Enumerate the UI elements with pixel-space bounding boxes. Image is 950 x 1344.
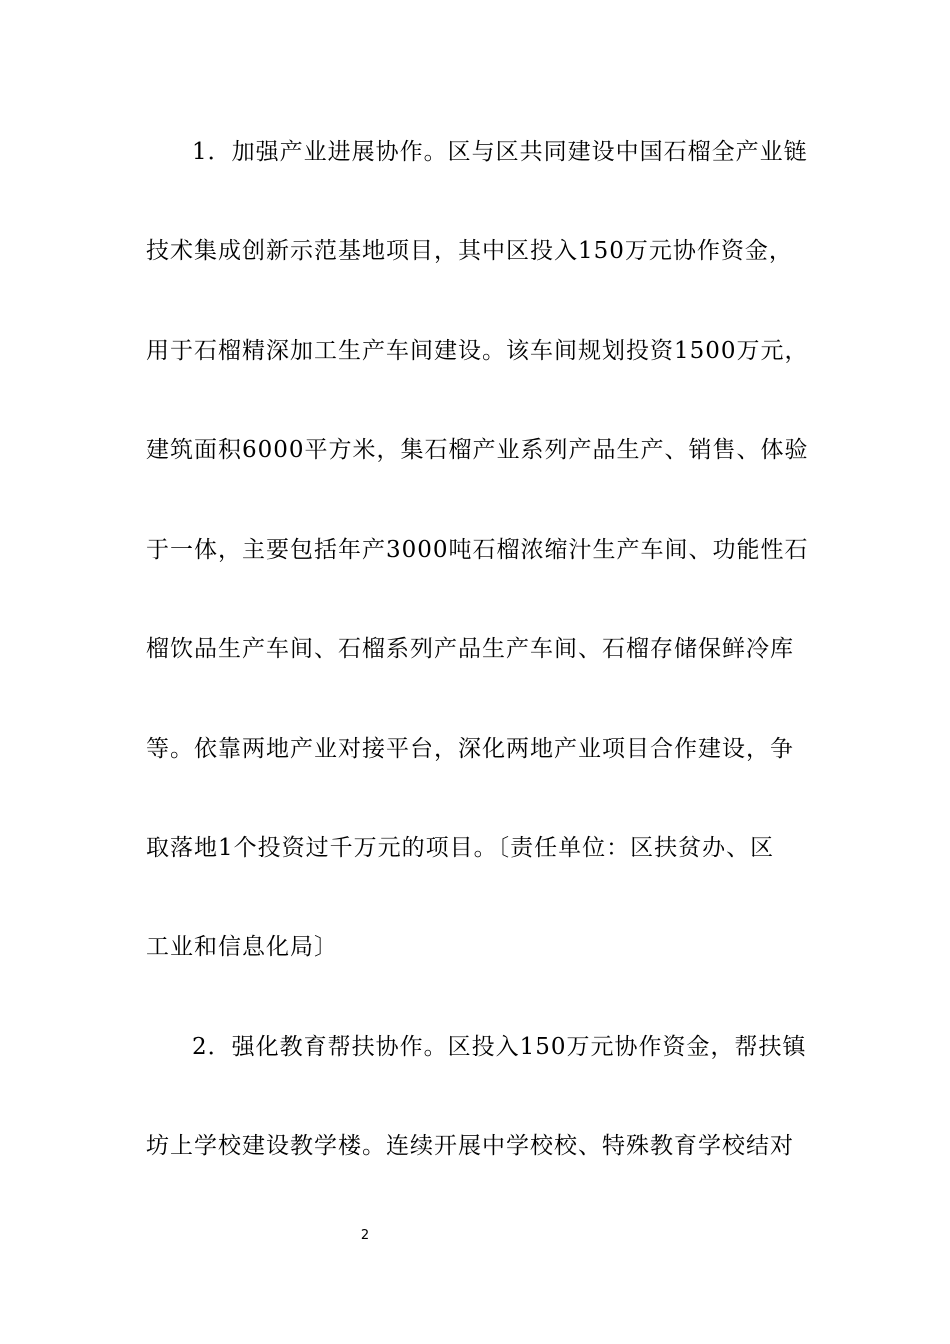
paragraph-1-line-6: 榴饮品生产车间、石榴系列产品生产车间、石榴存储保鲜冷库: [146, 636, 794, 662]
paragraph-1-line-7: 等。依靠两地产业对接平台，深化两地产业项目合作建设，争: [146, 736, 794, 762]
paragraph-1-line-1: 1．加强产业进展协作。区与区共同建设中国石榴全产业链: [192, 139, 808, 165]
paragraph-1-line-8: 取落地1个投资过千万元的项目。〔责任单位：区扶贫办、区: [146, 835, 775, 861]
paragraph-2-line-2: 坊上学校建设教学楼。连续开展中学校校、特殊教育学校结对: [146, 1133, 794, 1159]
paragraph-1-line-2: 技术集成创新示范基地项目，其中区投入150万元协作资金，: [146, 238, 793, 264]
paragraph-1-line-4: 建筑面积6000平方米，集石榴产业系列产品生产、销售、体验: [146, 437, 809, 463]
paragraph-1-line-9: 工业和信息化局〕: [146, 934, 338, 960]
paragraph-1-line-3: 用于石榴精深加工生产车间建设。该车间规划投资1500万元，: [146, 338, 809, 364]
page-number: 2: [360, 1228, 370, 1243]
paragraph-1-line-5: 于一体，主要包括年产3000吨石榴浓缩汁生产车间、功能性石: [146, 537, 809, 563]
paragraph-2-line-1: 2．强化教育帮扶协作。区投入150万元协作资金，帮扶镇: [192, 1034, 807, 1060]
